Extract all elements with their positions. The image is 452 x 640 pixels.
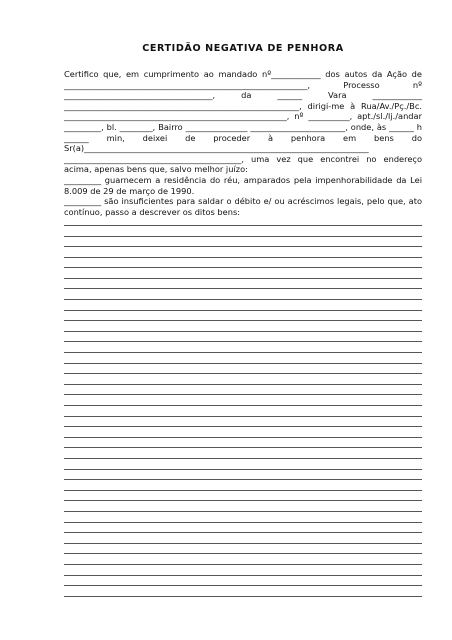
blank-line[interactable] (64, 408, 422, 419)
blank-line[interactable] (64, 323, 422, 334)
blank-line[interactable] (64, 397, 422, 408)
blank-line[interactable] (64, 291, 422, 302)
blank-line[interactable] (64, 546, 422, 557)
blank-line[interactable] (64, 525, 422, 536)
blank-line[interactable] (64, 450, 422, 461)
blank-line[interactable] (64, 472, 422, 483)
blank-line[interactable] (64, 567, 422, 578)
blank-line[interactable] (64, 493, 422, 504)
blank-line[interactable] (64, 344, 422, 355)
blank-line[interactable] (64, 228, 422, 239)
document-title: CERTIDÃO NEGATIVA DE PENHORA (142, 43, 344, 54)
paragraph-option-insufficient: _________ são insuficientes para saldar o débito e/ ou acréscimos legais, pelo que, ato contínuo, passo a descrever os ditos bens: (64, 196, 422, 217)
blank-line[interactable] (64, 556, 422, 567)
blank-line[interactable] (64, 376, 422, 387)
blank-line[interactable] (64, 514, 422, 525)
blank-line[interactable] (64, 313, 422, 324)
blank-line[interactable] (64, 387, 422, 398)
blank-line[interactable] (64, 217, 422, 228)
blank-line[interactable] (64, 429, 422, 440)
blank-line[interactable] (64, 482, 422, 493)
blank-line[interactable] (64, 249, 422, 260)
blank-line[interactable] (64, 355, 422, 366)
blank-line[interactable] (64, 366, 422, 377)
paragraph-mandate: Certifico que, em cumprimento ao mandado nº____________ dos autos da Ação de ___________________________________________________________, Processo nº ____________________________________, da ______ Vara ____________ _________________________________________________________, dirigi-me à Rua/Av./Pç./Bc. ______________________________________________________, nº __________, apt./sl./lj./andar _________, bl. ________, Bairro _______________ _______________________, onde, às ______ h ______ min, deixei de proceder à penhora em bens do Sr(a)_____________________________________________________________________ ___________________________________________, uma vez que encontrei no endereço acima, apenas bens que, salvo melhor juízo: (64, 69, 422, 175)
blank-line[interactable] (64, 461, 422, 472)
blank-line[interactable] (64, 302, 422, 313)
paragraph-option-residence: _________ guarnecem a residência do réu, amparados pela impenhorabilidade da Lei 8.009 de 29 de março de 1990. (64, 174, 422, 196)
blank-line[interactable] (64, 260, 422, 271)
blank-lines-area[interactable] (64, 217, 422, 598)
blank-line[interactable] (64, 281, 422, 292)
blank-line[interactable] (64, 578, 422, 589)
document-body (64, 69, 422, 599)
blank-line[interactable] (64, 270, 422, 281)
blank-line[interactable] (64, 440, 422, 451)
blank-line[interactable] (64, 334, 422, 345)
blank-line[interactable] (64, 535, 422, 546)
blank-line[interactable] (64, 503, 422, 514)
blank-line[interactable] (64, 239, 422, 250)
blank-line[interactable] (64, 419, 422, 430)
blank-line[interactable] (64, 588, 422, 599)
